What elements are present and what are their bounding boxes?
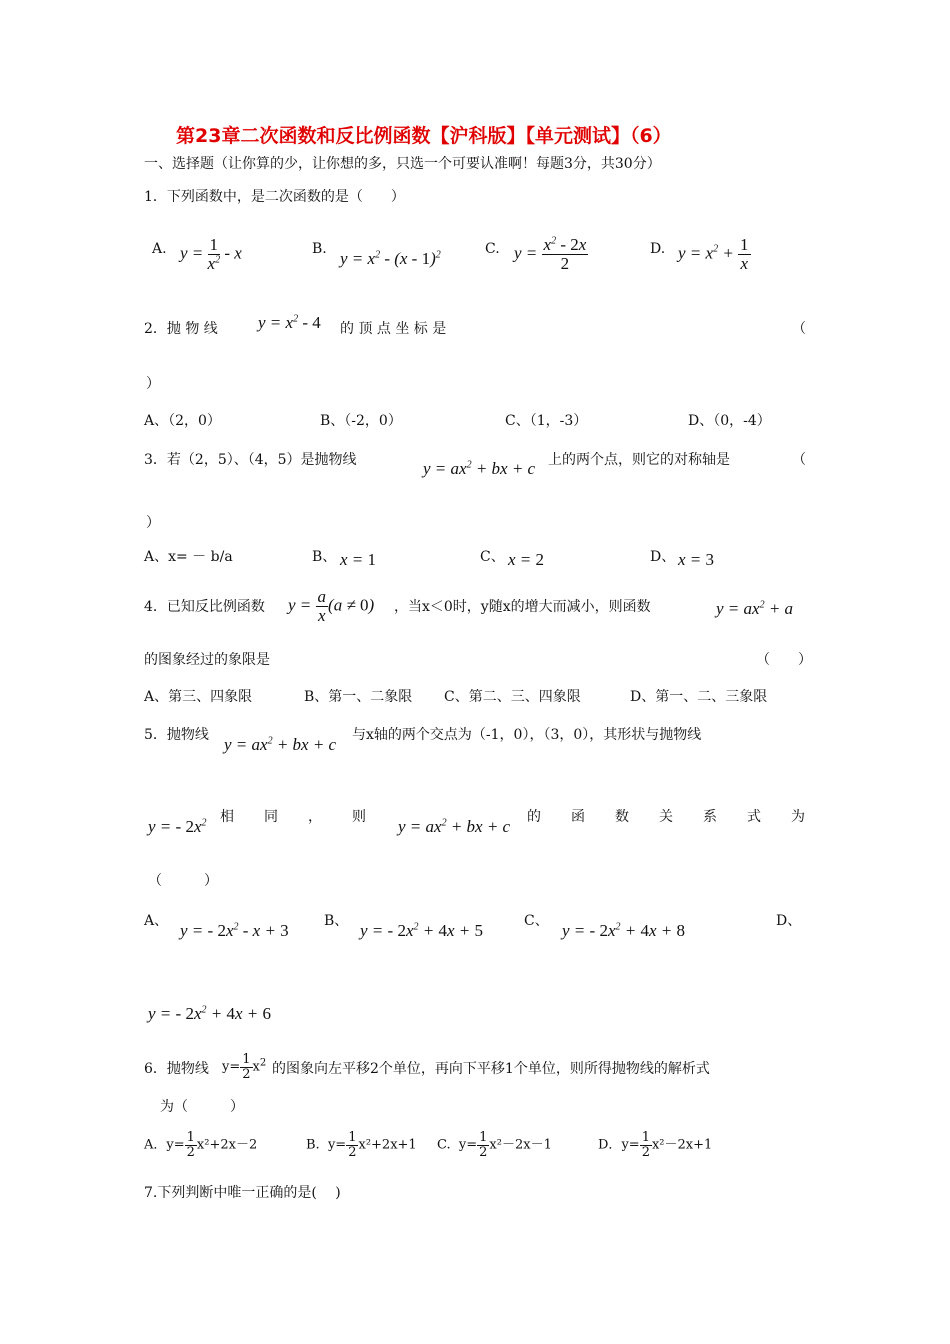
q6-option-a-tail: x²+2x－2 bbox=[196, 1137, 258, 1153]
page-title: 第23章二次函数和反比例函数【沪科版】【单元测试】（6） bbox=[176, 125, 672, 147]
q6-stem-line2: 为（ ） bbox=[160, 1099, 244, 1115]
section-heading: 一、选择题（让你算的少，让你想的多，只选一个可要认准啊！每题3分，共30分） bbox=[144, 156, 661, 172]
q5-word: 的 bbox=[527, 809, 541, 825]
q2-formula: $y = x^2 - 4$ bbox=[258, 313, 321, 332]
q1-option-c-formula: y = $\frac{x^2 - 2x}{2}$ bbox=[514, 235, 587, 273]
q6-option-b: B. y= $\frac{1}{2}$ x²+2x+1 bbox=[306, 1130, 417, 1160]
q3-option-b-label: B、 bbox=[312, 549, 337, 565]
q3-option-a: A、x= － b/a bbox=[144, 549, 233, 565]
q6-option-d-label: D． bbox=[598, 1137, 622, 1153]
q5-word: 则 bbox=[352, 809, 366, 825]
q1-option-d-label: D. bbox=[650, 241, 666, 257]
q6-option-c-tail: x²－2x－1 bbox=[489, 1137, 552, 1153]
q3-option-d-label: D、 bbox=[650, 549, 676, 565]
q1-option-b-label: B. bbox=[312, 241, 327, 257]
q5-option-b-label: B、 bbox=[324, 913, 349, 929]
q6-option-d-tail: x²－2x+1 bbox=[651, 1137, 713, 1153]
q2-number: 2．抛 物 线 bbox=[144, 321, 218, 337]
q5-option-c-label: C、 bbox=[524, 913, 549, 929]
q5-formula-reference: y = - $2x^2$ bbox=[148, 817, 207, 836]
q2-open-paren: （ bbox=[792, 321, 806, 337]
q5-word: 为 bbox=[791, 809, 805, 825]
q4-stem-line2: 的图象经过的象限是 bbox=[144, 652, 270, 668]
q6-option-b-label: B. bbox=[306, 1137, 320, 1153]
q4-option-b: B、第一、二象限 bbox=[304, 689, 413, 705]
q4-formula-quadratic: $y = ax^2 + a$ bbox=[716, 599, 794, 618]
q3-option-b-formula: x = 1 bbox=[340, 550, 377, 569]
q5-word: 函 bbox=[571, 809, 585, 825]
q6-option-d: D．y= $\frac{1}{2}$ x²－2x+1 bbox=[598, 1130, 713, 1160]
q1-option-a-formula: y = $\frac{1}{x^2}$ - x bbox=[180, 235, 242, 273]
q1-option-a-label: A. bbox=[152, 241, 167, 257]
q5-option-b-formula: y = - $2x^2 + 4x + 5$ bbox=[360, 921, 483, 940]
q5-word: 系 bbox=[703, 809, 717, 825]
q5-option-a-label: A、 bbox=[144, 913, 169, 929]
q2-option-b: B、（-2，0） bbox=[320, 413, 402, 429]
q6-option-a: A．y= $\frac{1}{2}$ x²+2x－2 bbox=[144, 1130, 258, 1160]
q6-option-c-label: C. bbox=[437, 1137, 451, 1153]
q3-option-c-formula: x = 2 bbox=[508, 550, 545, 569]
q6-number: 6．抛物线 bbox=[144, 1061, 209, 1077]
q6-formula: y= $\frac{1}{2}$ $x^2$ bbox=[222, 1052, 267, 1082]
q4-number: 4．已知反比例函数 bbox=[144, 599, 265, 615]
q1-stem: 1．下列函数中，是二次函数的是（ ） bbox=[144, 189, 405, 205]
q4-option-a: A、第三、四象限 bbox=[144, 689, 253, 705]
q4-formula-inverse: y = $\frac{a}{x}$ (a ≠ 0) bbox=[288, 587, 375, 625]
q3-number: 3．若（2，5）、（4，5）是抛物线 bbox=[144, 452, 357, 468]
q4-option-d: D、第一、二、三象限 bbox=[630, 689, 768, 705]
q5-word: 式 bbox=[747, 809, 761, 825]
q5-word: 数 bbox=[615, 809, 629, 825]
q5-stem-tail: 与x轴的两个交点为（-1，0），（3，0），其形状与抛物线 bbox=[352, 727, 702, 743]
q3-formula: $y = ax^2$ + bx + c bbox=[423, 459, 536, 478]
q2-stem-tail: 的 顶 点 坐 标 是 bbox=[340, 321, 447, 337]
q4-stem-mid: ，当x＜0时，y随x的增大而减小，则函数 bbox=[394, 599, 651, 615]
q5-option-c-formula: y = - $2x^2 + 4x + 8$ bbox=[562, 921, 685, 940]
q6-option-c: C. y= $\frac{1}{2}$ x²－2x－1 bbox=[437, 1130, 552, 1160]
q4-option-c: C、第二、三、四象限 bbox=[444, 689, 581, 705]
q5-answer-paren: （ ） bbox=[148, 873, 218, 889]
q1-option-b-formula: $y = x^2 - (x - 1)^2$ bbox=[340, 249, 441, 268]
q1-option-d-formula: $y = x^2$ + $\frac{1}{x}$ bbox=[678, 235, 749, 273]
q5-word: 关 bbox=[659, 809, 673, 825]
q3-stem-tail: 上的两个点，则它的对称轴是 bbox=[548, 452, 730, 468]
q5-option-d-label: D、 bbox=[776, 913, 802, 929]
q6-option-b-tail: x²+2x+1 bbox=[358, 1137, 417, 1153]
q6-stem-tail: 的图象向左平移2个单位，再向下平移1个单位，则所得抛物线的解析式 bbox=[272, 1061, 710, 1077]
q5-formula: $y = ax^2$ + bx + c bbox=[224, 735, 337, 754]
q6-option-a-label: A． bbox=[144, 1137, 167, 1153]
q3-option-d-formula: x = 3 bbox=[678, 550, 715, 569]
q5-word: 相 bbox=[220, 809, 234, 825]
q2-close-paren: ） bbox=[146, 376, 160, 392]
q1-option-c-label: C. bbox=[485, 241, 500, 257]
q2-option-c: C、（1，-3） bbox=[505, 413, 588, 429]
q7-stem: 7.下列判断中唯一正确的是( ) bbox=[144, 1185, 341, 1201]
q2-option-d: D、（0，-4） bbox=[688, 413, 771, 429]
q2-option-a: A、（2，0） bbox=[144, 413, 221, 429]
q3-option-c-label: C、 bbox=[480, 549, 505, 565]
q5-word: 同 bbox=[264, 809, 278, 825]
q3-open-paren: （ bbox=[792, 452, 806, 468]
q5-word: ， bbox=[308, 809, 322, 825]
q5-option-a-formula: y = - $2x^2 - x + 3$ bbox=[180, 921, 289, 940]
q5-formula-target: $y = ax^2$ + bx + c bbox=[398, 817, 511, 836]
q3-close-paren: ） bbox=[146, 515, 160, 531]
q4-answer-paren: （ ） bbox=[756, 652, 812, 668]
q5-number: 5．抛物线 bbox=[144, 727, 209, 743]
q5-option-d-formula: y = - $2x^2 + 4x + 6$ bbox=[148, 1004, 271, 1023]
